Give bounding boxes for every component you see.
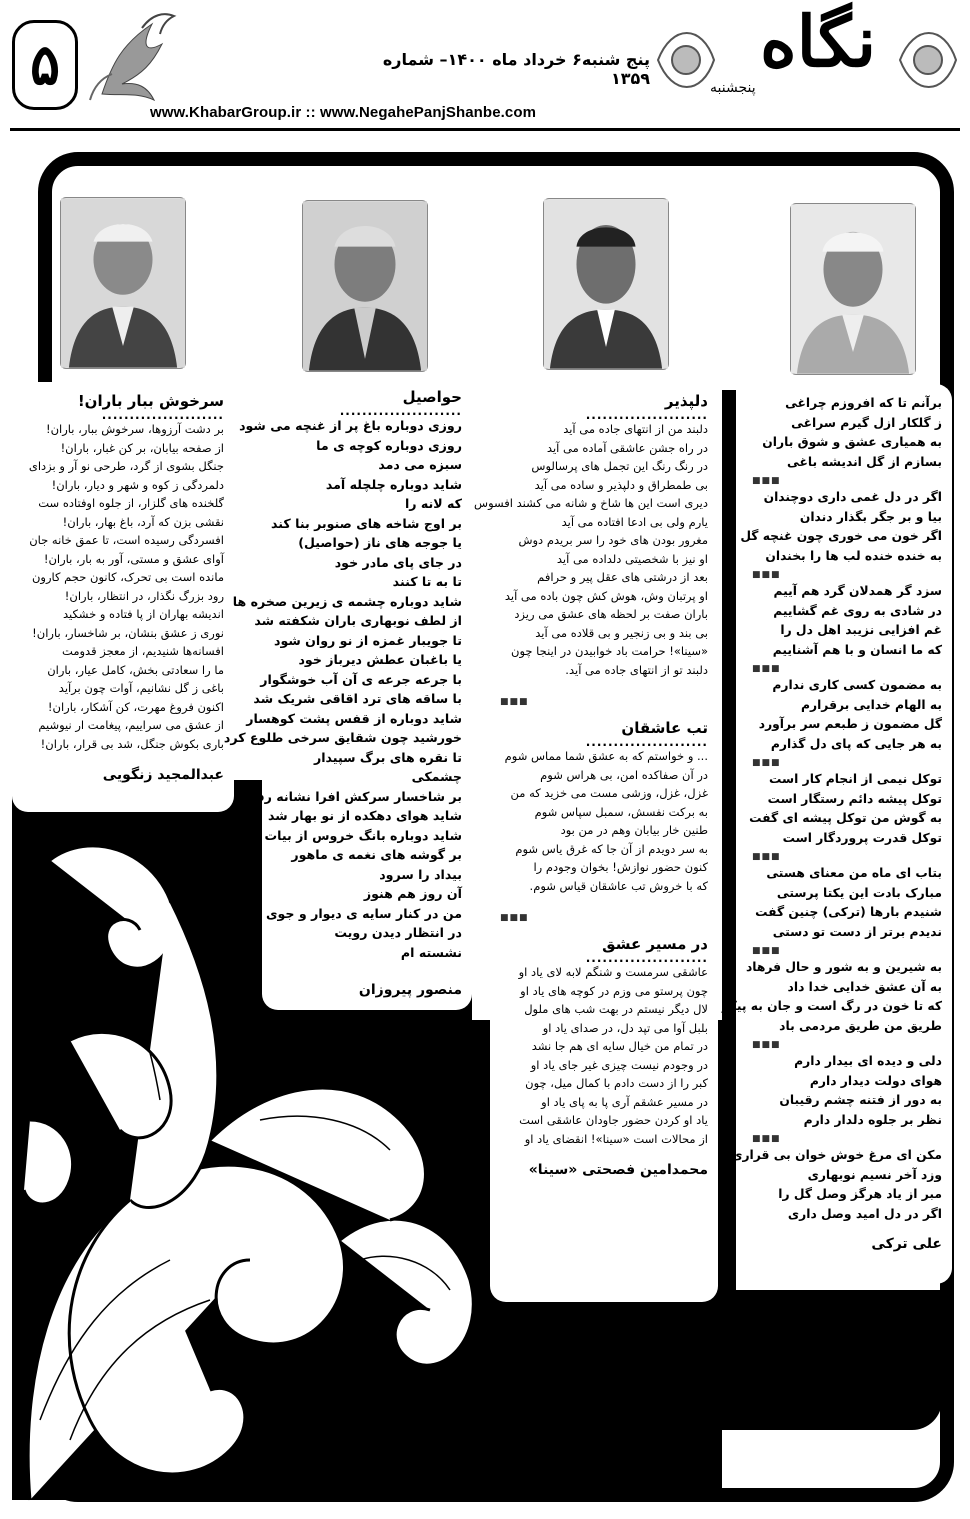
poem-body — [22, 420, 224, 753]
poem-line: مبارک بادت این یکتا پرستی — [776, 885, 942, 900]
stanza — [749, 770, 942, 848]
poem-line: بیداد را سرود — [379, 866, 462, 882]
title-dots: ...................... — [585, 408, 708, 422]
poem-line: نشسته ام — [400, 944, 462, 960]
poem-line: آوای عشق و مستی، آور به بار، باران! — [43, 551, 224, 566]
author-photo-fesahati — [543, 198, 669, 370]
poem-line: چون پرستو می وزم در کوچه های یاد او — [520, 983, 708, 998]
poem-line: از محالات است «سینا»! انقضای یاد او — [524, 1131, 708, 1146]
poem-line: بسازم از گل اندیشه باغی — [787, 454, 942, 469]
poem-title: تب عاشقان — [621, 719, 708, 737]
poem-sections — [474, 392, 708, 1148]
author-name: محمدامین فصحتی «سینا» — [528, 1162, 708, 1178]
stanza-separator: ■■■ — [752, 570, 781, 580]
poem-line: افسردگی رسیده است، تا عمق خانه جان — [29, 533, 224, 547]
stanza — [752, 864, 942, 942]
poem-line: در مسیر عشقم آری پا به پای یاد او — [541, 1094, 708, 1109]
stanza-separator: ■■■ — [500, 697, 529, 707]
poem-line: مبر از یاد هرگز وصل گل را — [778, 1187, 942, 1201]
poem-line: کبر را از دست دادم با کمال میل، چون — [525, 1076, 708, 1090]
poem-line: او پرتبان وش، هوش کش چون باده می آید — [504, 588, 708, 603]
poem-line: جنگل بشوی از گرد، طرحی نو آر و بزدای — [28, 459, 224, 473]
poem-line: رود بزرگ نگذار، در انتظار، باران! — [64, 588, 224, 603]
poem-line: تا جویبار غمزه از نو روان شود — [274, 632, 462, 648]
poem-line: توکل پیشه دائم رستگار است — [767, 791, 942, 806]
poem-line: بر گوشه های نغمه ی ماهور — [291, 847, 462, 862]
stanza-separator: ■■■ — [752, 758, 781, 768]
poem-line: از لطف نوبهاری باران شکفته شد — [254, 613, 462, 628]
poem-line: ما را سعادتی بخش، کامل عیار، باران — [47, 662, 224, 677]
poem-line: که ما انسان و با هم آشناییم — [772, 642, 942, 657]
poem-card-torki — [722, 384, 952, 1284]
poem-line: در رنگ رنگ این تجمل های پرسالوس — [531, 459, 708, 473]
poem-line: بی بند و بی زنجیر و بی قلاده می آید — [535, 625, 708, 640]
poem-line: باغی ز گل نشانیم، آوات چون برآید — [58, 681, 224, 695]
poem-line: کنون حضور نوازش! بخوان وجودم را — [533, 860, 708, 874]
poem-title: سرخوش ببار باران! — [77, 392, 224, 410]
poem-line: سزد گر همدلان گرد هم آییم — [773, 584, 942, 598]
poem-line: غم افزایی نزیبد اهل دل را — [780, 623, 942, 637]
poem-line: افسانه‌ها شنیدیم، از معجز قدومت — [62, 644, 224, 658]
poem-line: یارم ولی بی ادعا افتاده می آید — [561, 514, 708, 529]
poem-line: چشمکی — [411, 769, 462, 784]
poem-line: به دور از فتنه چشم رقیبان — [779, 1093, 942, 1107]
poem-line: طریق من طریق مردمی باد — [779, 1018, 942, 1033]
poem-line: به آن عشق خدایی خدا داد — [787, 979, 942, 994]
poem-line: بر دشت آرزوها، سرخوش ببار، باران! — [45, 422, 224, 436]
poem-line: روزی دوباره باغ پر از غنچه می شود — [239, 418, 462, 433]
newspaper-header — [0, 0, 970, 140]
poem-line: نقشی بزن که آرد، باغ بهار، باران! — [62, 514, 224, 529]
poem-line: من در کنار سایه ی دیوار و جوی آب — [244, 905, 462, 921]
poem-line: ندیدم برتر از دست تو دستی — [772, 924, 942, 939]
poem-line: اگر خون می خوری چون غنچه گل — [740, 529, 942, 543]
poem-line: بتاب ای ماه من معنای هستی — [766, 866, 942, 880]
stanza-separator: ■■■ — [752, 476, 781, 486]
poem-line: تا نقره های برگ سپیدار — [313, 749, 462, 765]
poem-line: بیا و بر جگر بگذار دندان — [799, 509, 942, 524]
poem-line: روزی دوباره کوچه ی ما — [316, 437, 462, 453]
poem-line: که تا خون در رگ است و جان به پیکر — [722, 999, 942, 1013]
poem-line: شاید دوباره بانگ خروس از بیات ترک — [234, 827, 462, 843]
poem-line: اکنون فروغ مهرت، کن آشکار، باران! — [47, 699, 224, 714]
poem-line: اگر در دل غمی داری دوچندان — [763, 490, 942, 504]
poem-line: به برکت نفسش، سمبل سپاس شوم — [534, 804, 708, 819]
black-panel-column-divider — [722, 390, 736, 1420]
title-dots: ...................... — [585, 951, 708, 965]
author-name: منصور پیروزان — [358, 982, 462, 998]
stanza — [731, 1146, 942, 1224]
author-photo-zangouei — [60, 197, 186, 369]
stanza-separator: ■■■ — [500, 913, 529, 923]
poem-line: در تمام من خیال سایه ای هم جا نشد — [531, 1039, 708, 1053]
stanza-separator: ■■■ — [752, 1134, 781, 1144]
poem-line: خورشید چون شقایق سرخی طلوع کرد — [223, 730, 462, 745]
poem-line: غزل، غزل، وزشی مست می خزید که من — [510, 786, 708, 800]
poem-line: در آن صفاکده امن، بی هراس شوم — [540, 767, 708, 782]
poem-line: به شیرین و به شور و حال فرهاد — [745, 960, 942, 974]
poem-card-havasil — [223, 378, 472, 1010]
poem-line: بی طمطراق و دلپذیر و ساده می آید — [534, 477, 708, 492]
poem-line: به گوش من توکل پیشه ای گفت — [749, 811, 942, 825]
poem-line: شاید دوباره از قفس پشت کوهسار — [246, 710, 462, 726]
masthead-logo: نگاه — [760, 0, 877, 83]
poem-line: نوری ز عشق بنشان، بر شاخسار، باران! — [32, 625, 224, 640]
poem-line: آن روز هم هنوز — [363, 886, 462, 901]
poem-line: به هر جایی که پای دل گذارم — [770, 736, 942, 751]
page-number: ۵ — [12, 20, 78, 110]
title-dots: ...................... — [585, 735, 708, 749]
title-dots: ...................... — [339, 404, 462, 418]
poem-line: با ساقه های ترد اقاقی شریک شد — [253, 691, 462, 706]
poem-line: یا باغبان عطش دیرباز خود — [298, 652, 462, 667]
poem-line: گلخنده های گلزار، از جلوه اوفتاده ست — [38, 496, 224, 510]
poem-line: گل مضمون ز طبعم سر برآورد — [758, 717, 942, 731]
header-rule — [10, 128, 960, 131]
poem-line: شنیدم بارها (ترکی) چنین گفت — [755, 905, 942, 919]
issue-dateline: پنج شنبه۶ خرداد ماه ۱۴۰۰– شماره ۱۳۵۹ — [382, 50, 650, 88]
poem-line: توکل قدرت پروردگار است — [782, 830, 942, 845]
poem-line: به الهام خدایی برقرارم — [800, 697, 942, 712]
poem-line: بلبل آوا می تپد دل، در صدای یاد او — [542, 1020, 708, 1035]
poem-line: باران صفت بر لحظه های عشق می ریزد — [514, 607, 708, 621]
poem-line: در انتظار دیدن رویت — [334, 925, 462, 940]
stanza — [752, 582, 942, 660]
poem-line: «سینا»! حرامت باد خوابیدن در اینجا چون — [511, 644, 708, 658]
poem-line: مغرور بودن های خود را سر بریدم دوش — [518, 533, 708, 547]
poem-title: در مسیر عشق — [602, 935, 708, 953]
author-name: عبدالمجید زنگویی — [102, 767, 224, 783]
poem-line: به خنده خنده لب ها را بخندان — [765, 548, 942, 563]
poem-line: ... و خواستم که به عشق شما مماس شوم — [504, 749, 708, 763]
poem-line: شاید هوای دهکده از نو بهار شد — [267, 808, 462, 823]
poem-line: سبزه می دمد — [378, 457, 462, 472]
poem-line: تا به تا کنند — [392, 574, 462, 589]
poem-line: بعد از درشتی های عقل پیر و حرافم — [537, 570, 708, 584]
stanza — [740, 488, 942, 566]
stanza — [752, 676, 942, 754]
poem-title: دلپذیر — [664, 392, 708, 410]
poem-line: اگر در دل امید وصل داری — [787, 1206, 942, 1221]
stanza-separator: ■■■ — [752, 664, 781, 674]
black-panel-right-bottom — [722, 1290, 942, 1430]
title-dots: ...................... — [101, 408, 224, 422]
poem-line: باری بکوش جنگل، شد بی قرار، باران! — [40, 736, 224, 751]
poem-card-baran — [12, 382, 234, 812]
poem-line: اندیشه بهاران از پا فتاده و خشکید — [62, 607, 224, 621]
poem-body — [722, 394, 942, 1224]
stanza — [752, 1052, 942, 1130]
poem-line: ز گلکار ازل گیرم سراغی — [791, 415, 942, 430]
author-photo-torki — [790, 203, 916, 375]
stanza-separator: ■■■ — [752, 946, 781, 956]
poem-line: وزد آخر نسیم نوبهاری — [807, 1167, 942, 1182]
poem-line: یاد او کردن حضور جاودان عاشقی است — [519, 1113, 708, 1127]
stanza-separator: ■■■ — [752, 852, 781, 862]
poem-line: او نیز با شخصیتی دلداده می آید — [556, 551, 708, 566]
poem-line: به همیاری عشق و شوق باران — [762, 435, 942, 449]
poem-line: بر اوج شاخه های صنوبر بنا کند — [270, 515, 462, 531]
poem-title: حواصیل — [402, 388, 462, 406]
poem-line: به سر دویدم از آن جا که غرق یاس شوم — [515, 841, 708, 856]
poem-line: دیری است این ها شاخ و شانه می کشند افسوس — [474, 496, 708, 510]
poem-line: دلی و دیده ای بیدار دارم — [794, 1054, 942, 1068]
poem-line: که با خروش تب عاشقان قیاس شوم. — [529, 878, 708, 893]
poem-line: نظر بر جلوه دلدار دارم — [803, 1112, 942, 1127]
poem-line: شاید دوباره چلچله آمد — [325, 476, 462, 492]
poem-line: از عشق می سراییم، پیغامت ار نیوشیم — [38, 718, 224, 732]
poem-line: هوای دولت دیدار دارم — [809, 1073, 942, 1088]
author-photo-pirouzan — [302, 200, 428, 372]
website-urls[interactable]: www.KhabarGroup.ir :: www.NegahePanjShanbe.com — [150, 104, 537, 121]
phoenix-emblem-icon — [82, 4, 182, 108]
poem-line: یا جوجه های ناز (حواصیل) — [298, 535, 462, 550]
poem-line: به مضمون کسی کاری ندارم — [772, 678, 942, 692]
poem-line: در راه جشن عاشقی آماده می آید — [546, 440, 708, 455]
poem-line: دلبند من از انتهای جاده می آید — [563, 422, 708, 436]
poem-line: دلبند تو از انتهای جاده می آید. — [565, 662, 708, 677]
stanza — [722, 958, 942, 1036]
poem-line: در جای پای مادر خود — [334, 554, 462, 570]
poem-card-fesahati — [474, 382, 718, 1302]
poem-line: که لانه را — [404, 496, 462, 511]
author-name: علی ترکی — [871, 1236, 942, 1252]
poem-line: مانده است بی تحرک، کانون حجم کارون — [31, 570, 224, 584]
poem-line: مکن ای مرغ خوش خوان بی قراری — [731, 1148, 942, 1162]
poem-line: طنین خار بیابان وهم در من بود — [560, 823, 708, 837]
poem-line: دلمردگی ز کوه و شهر و دیار، باران! — [51, 477, 224, 492]
stanza — [752, 394, 942, 472]
poem-line: لال دیگر نیستم در بهت شب های ملول — [524, 1002, 708, 1016]
stanza-separator: ■■■ — [752, 1040, 781, 1050]
poem-line: در وجودم نیست چیزی غیر جای یاد او — [530, 1057, 708, 1072]
poem-line: شاید دوباره چشمه ی زیرین صخره ها — [232, 593, 462, 609]
poem-line: عاشقی سرمست و شنگم لابه لای یاد او — [518, 965, 708, 979]
poem-line: بر شاخسار سرکش افرا نشانه رفت — [243, 788, 462, 804]
masthead-subtitle: پنجشنبه — [710, 80, 756, 96]
poem-line: توکل نیمی از انجام کار است — [769, 772, 942, 786]
poem-line: برآنم تا که افروزم چراغی — [785, 396, 942, 410]
poem-body — [223, 416, 462, 962]
poem-line: از صفحه بیابان، بر کن غبار، باران! — [60, 440, 224, 455]
poem-line: در شادی به روی غم گشاییم — [773, 603, 942, 618]
poem-line: با جرعه جرعه ی آن آب خوشگوار — [260, 671, 462, 687]
